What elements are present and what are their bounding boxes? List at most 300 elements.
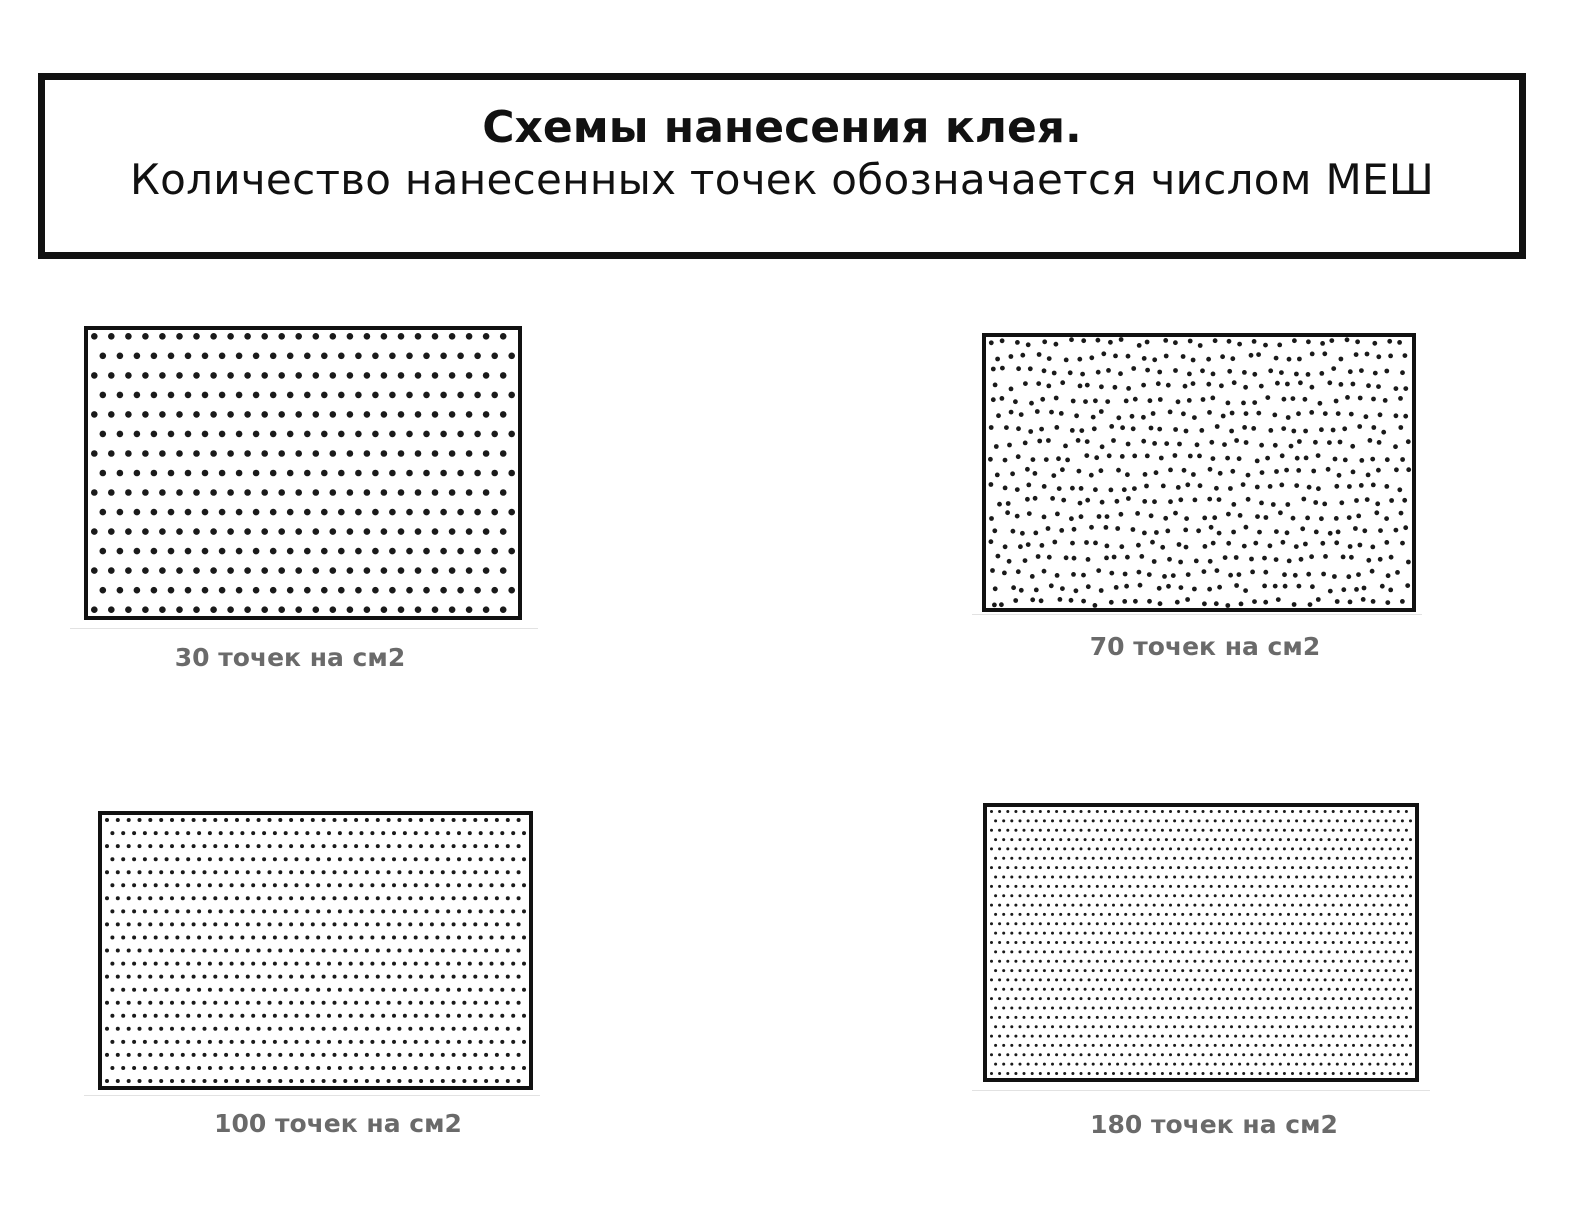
glue-dot: [1287, 857, 1290, 860]
glue-dot: [270, 587, 277, 594]
glue-dot: [1067, 969, 1070, 972]
glue-dot: [295, 857, 299, 861]
glue-dot: [1401, 857, 1404, 860]
glue-dot: [1254, 876, 1257, 879]
glue-dot: [1100, 1044, 1103, 1047]
glue-dot: [365, 1079, 369, 1083]
glue-dot: [415, 411, 422, 418]
glue-dot: [1143, 472, 1148, 477]
glue-dot: [1348, 885, 1351, 888]
glue-dot: [1141, 950, 1144, 953]
glue-dot: [1218, 471, 1223, 476]
glue-dot: [1405, 810, 1408, 813]
glue-dot: [1271, 1007, 1274, 1010]
glue-dot: [168, 470, 175, 477]
glue-dot: [1116, 876, 1119, 879]
glue-dot: [1161, 904, 1164, 907]
glue-dot: [1301, 497, 1306, 502]
glue-dot: [1208, 467, 1213, 472]
glue-dot: [1142, 499, 1147, 504]
glue-dot: [522, 883, 526, 887]
glue-dot: [996, 554, 1001, 559]
glue-dot: [186, 883, 190, 887]
glue-dot: [330, 489, 337, 496]
glue-dot: [1222, 1007, 1225, 1010]
glue-dot: [1006, 1053, 1009, 1056]
glue-dot: [1202, 866, 1205, 869]
glue-dot: [1036, 381, 1041, 386]
glue-dot: [316, 909, 320, 913]
glue-dot: [466, 606, 473, 613]
glue-dot: [1019, 950, 1022, 953]
glue-dot: [1075, 819, 1078, 822]
glue-dot: [1275, 829, 1278, 832]
glue-dot: [1214, 894, 1217, 897]
glue-dot: [994, 894, 997, 897]
glue-dot: [365, 1053, 369, 1057]
glue-dot: [1177, 847, 1180, 850]
glue-dot: [1185, 866, 1188, 869]
glue-dot: [490, 988, 494, 992]
glue-dot: [1059, 857, 1062, 860]
glue-dot: [392, 962, 396, 966]
glue-dot: [457, 962, 461, 966]
glue-dot: [176, 489, 183, 496]
glue-dot: [192, 949, 196, 953]
glue-dot: [1206, 857, 1209, 860]
glue-dot: [1020, 531, 1025, 536]
glue-dot: [1202, 516, 1207, 521]
glue-dot: [1027, 969, 1030, 972]
glue-dot: [1141, 1025, 1144, 1028]
glue-dot: [1071, 829, 1074, 832]
glue-dot: [1271, 819, 1274, 822]
glue-dot: [1124, 819, 1127, 822]
glue-dot: [1384, 516, 1389, 521]
glue-dot: [289, 1053, 293, 1057]
glue-dot: [197, 857, 201, 861]
glue-dot: [1409, 838, 1412, 841]
glue-dot: [1405, 1072, 1408, 1075]
glue-dot: [1191, 472, 1196, 477]
glue-dot: [1189, 988, 1192, 991]
glue-dot: [397, 818, 401, 822]
glue-dot: [1088, 1072, 1091, 1075]
glue-dot: [364, 411, 371, 418]
glue-dot: [1100, 500, 1105, 505]
glue-dot: [208, 909, 212, 913]
glue-dot: [1080, 997, 1083, 1000]
glue-dot: [1366, 383, 1371, 388]
glue-dot: [1160, 545, 1165, 550]
glue-dot: [1389, 847, 1392, 850]
glue-dot: [1254, 950, 1257, 953]
glue-dot: [1010, 950, 1013, 953]
glue-dot: [435, 1066, 439, 1070]
glue-dot: [1348, 1035, 1351, 1038]
glue-dot: [1055, 904, 1058, 907]
glue-dot: [490, 1066, 494, 1070]
glue-dot: [1109, 424, 1114, 429]
glue-dot: [1132, 486, 1137, 491]
glue-dot: [1320, 341, 1325, 346]
glue-dot: [1250, 1053, 1253, 1056]
glue-dot: [1315, 810, 1318, 813]
glue-dot: [517, 975, 521, 979]
glue-dot: [1377, 932, 1380, 935]
glue-dot: [1026, 483, 1031, 488]
glue-dot: [181, 844, 185, 848]
glue-dot: [423, 548, 430, 555]
glue-dot: [116, 1001, 120, 1005]
glue-dot: [1291, 941, 1294, 944]
glue-dot: [338, 353, 345, 360]
glue-dot: [1214, 857, 1217, 860]
glue-dot: [333, 1001, 337, 1005]
glue-dot: [1145, 997, 1148, 1000]
glue-dot: [1275, 960, 1278, 963]
glue-dot: [449, 489, 456, 496]
glue-dot: [1259, 501, 1264, 506]
glue-dot: [1198, 1025, 1201, 1028]
glue-dot: [1198, 913, 1201, 916]
glue-dot: [1220, 354, 1225, 359]
glue-dot: [522, 857, 526, 861]
glue-dot: [125, 411, 132, 418]
glue-dot: [372, 509, 379, 516]
glue-dot: [435, 1040, 439, 1044]
glue-dot: [1376, 354, 1381, 359]
glue-dot: [262, 936, 266, 940]
glue-dot: [474, 353, 481, 360]
glue-dot: [1161, 829, 1164, 832]
glue-dot: [125, 528, 132, 535]
glue-dot: [1132, 913, 1135, 916]
glue-dot: [244, 606, 251, 613]
glue-dot: [300, 922, 304, 926]
glue-dot: [1389, 978, 1392, 981]
glue-dot: [1023, 1035, 1026, 1038]
glue-dot: [1071, 810, 1074, 813]
glue-dot: [1368, 969, 1371, 972]
glue-dot: [138, 1053, 142, 1057]
glue-dot: [1096, 904, 1099, 907]
glue-dot: [1303, 1007, 1306, 1010]
glue-dot: [1309, 554, 1314, 559]
glue-dot: [1315, 1072, 1318, 1075]
glue-dot: [1043, 932, 1046, 935]
glue-dot: [1202, 960, 1205, 963]
glue-dot: [1137, 343, 1142, 348]
glue-dot: [127, 1053, 131, 1057]
glue-dot: [1263, 343, 1268, 348]
glue-dot: [1303, 819, 1306, 822]
glue-dot: [1031, 1016, 1034, 1019]
glue-dot: [138, 896, 142, 900]
glue-dot: [430, 870, 434, 874]
glue-dot: [1108, 1025, 1111, 1028]
glue-dot: [1403, 353, 1408, 358]
glue-dot: [278, 949, 282, 953]
glue-dot: [1327, 440, 1332, 445]
glue-dot: [1081, 573, 1086, 578]
glue-dot: [257, 818, 261, 822]
glue-dot: [1079, 428, 1084, 433]
glue-dot: [1314, 530, 1319, 535]
glue-dot: [1157, 1044, 1160, 1047]
glue-dot: [1151, 411, 1156, 416]
glue-dot: [1177, 1053, 1180, 1056]
glue-dot: [1181, 950, 1184, 953]
glue-dot: [262, 962, 266, 966]
glue-dot: [121, 936, 125, 940]
glue-dot: [484, 1027, 488, 1031]
glue-dot: [449, 333, 456, 340]
glue-dot: [1084, 1044, 1087, 1047]
glue-dot: [1348, 904, 1351, 907]
glue-dot: [491, 431, 498, 438]
glue-dot: [1332, 810, 1335, 813]
glue-dot: [1145, 829, 1148, 832]
glue-dot: [1089, 355, 1094, 360]
glue-dot: [1100, 1063, 1103, 1066]
glue-dot: [1006, 1072, 1009, 1075]
glue-dot: [423, 470, 430, 477]
glue-dot: [1320, 1063, 1323, 1066]
glue-dot: [1136, 866, 1139, 869]
glue-dot: [1120, 978, 1123, 981]
glue-dot: [1132, 1007, 1135, 1010]
glue-dot: [1372, 1016, 1375, 1019]
glue-dot: [1116, 932, 1119, 935]
glue-dot: [197, 831, 201, 835]
glue-dot: [1051, 1025, 1054, 1028]
glue-dot: [1149, 1025, 1152, 1028]
glue-dot: [466, 333, 473, 340]
glue-dot: [1067, 894, 1070, 897]
glue-dot: [457, 470, 464, 477]
glue-dot: [1311, 1007, 1314, 1010]
glue-dot: [105, 896, 109, 900]
glue-dot: [1299, 1016, 1302, 1019]
glue-dot: [1389, 1016, 1392, 1019]
glue-dot: [457, 883, 461, 887]
glue-dot: [1250, 978, 1253, 981]
glue-dot: [1336, 530, 1341, 535]
glue-dot: [1124, 584, 1129, 589]
glue-dot: [268, 922, 272, 926]
glue-dot: [1356, 1072, 1359, 1075]
glue-dot: [1084, 857, 1087, 860]
glue-dot: [1263, 988, 1266, 991]
glue-dot: [474, 587, 481, 594]
glue-dot: [1006, 978, 1009, 981]
glue-dot: [1211, 541, 1216, 546]
glue-dot: [1096, 997, 1099, 1000]
glue-dot: [517, 1079, 521, 1083]
divider-line: [84, 1095, 540, 1096]
glue-dot: [381, 857, 385, 861]
glue-dot: [1003, 486, 1008, 491]
glue-dot: [1377, 857, 1380, 860]
glue-dot: [1086, 557, 1091, 562]
glue-dot: [1078, 384, 1083, 389]
glue-dot: [1119, 337, 1124, 342]
glue-dot: [425, 883, 429, 887]
glue-dot: [1002, 932, 1005, 935]
glue-dot: [1299, 1072, 1302, 1075]
glue-dot: [1364, 885, 1367, 888]
glue-dot: [246, 896, 250, 900]
glue-dot: [1108, 838, 1111, 841]
glue-dot: [1336, 988, 1339, 991]
glue-dot: [457, 353, 464, 360]
glue-dot: [333, 1027, 337, 1031]
glue-dot: [1287, 913, 1290, 916]
glue-dot: [1181, 969, 1184, 972]
glue-dot: [1364, 810, 1367, 813]
glue-dot: [495, 1027, 499, 1031]
glue-dot: [1299, 847, 1302, 850]
glue-dot: [1336, 894, 1339, 897]
glue-dot: [1124, 913, 1127, 916]
glue-dot: [468, 857, 472, 861]
glue-dot: [500, 1066, 504, 1070]
glue-dot: [1405, 866, 1408, 869]
glue-dot: [1409, 950, 1412, 953]
glue-dot: [1213, 338, 1218, 343]
glue-dot: [355, 353, 362, 360]
glue-dot: [1010, 969, 1013, 972]
glue-dot: [1238, 857, 1241, 860]
glue-dot: [343, 1079, 347, 1083]
glue-dot: [500, 988, 504, 992]
glue-dot: [1116, 415, 1121, 420]
glue-dot: [1026, 342, 1031, 347]
glue-dot: [142, 411, 149, 418]
glue-dot: [1179, 585, 1184, 590]
glue-dot: [304, 470, 311, 477]
glue-dot: [495, 949, 499, 953]
glue-dot: [1324, 1035, 1327, 1038]
glue-dot: [213, 1027, 217, 1031]
glue-dot: [1377, 913, 1380, 916]
glue-dot: [1185, 829, 1188, 832]
glue-dot: [1177, 810, 1180, 813]
glue-dot: [1242, 922, 1245, 925]
glue-dot: [1187, 372, 1192, 377]
glue-dot: [500, 936, 504, 940]
glue-dot: [1218, 847, 1221, 850]
glue-dot: [175, 857, 179, 861]
glue-dot: [1039, 941, 1042, 944]
glue-dot: [110, 909, 114, 913]
glue-dot: [1246, 1007, 1249, 1010]
glue-dot: [197, 988, 201, 992]
glue-dot: [1189, 1044, 1192, 1047]
glue-dot: [452, 870, 456, 874]
glue-dot: [1409, 1044, 1412, 1047]
glue-dot: [1161, 978, 1164, 981]
glue-dot: [1079, 514, 1084, 519]
glue-dot: [490, 936, 494, 940]
glue-dot: [186, 1014, 190, 1018]
glue-dot: [300, 975, 304, 979]
glue-dot: [483, 333, 490, 340]
glue-dot: [1173, 1025, 1176, 1028]
glue-dot: [349, 909, 353, 913]
glue-dot: [1372, 1035, 1375, 1038]
glue-dot: [1267, 1053, 1270, 1056]
glue-dot: [440, 548, 447, 555]
glue-dot: [338, 509, 345, 516]
glue-dot: [495, 818, 499, 822]
glue-dot: [322, 949, 326, 953]
glue-dot: [1344, 950, 1347, 953]
glue-dot: [1295, 932, 1298, 935]
glue-dot: [1263, 876, 1266, 879]
glue-dot: [165, 1066, 169, 1070]
glue-dot: [235, 1053, 239, 1057]
glue-dot: [1132, 454, 1137, 459]
glue-dot: [257, 1001, 261, 1005]
glue-dot: [165, 988, 169, 992]
glue-dot: [1014, 1053, 1017, 1056]
glue-dot: [1393, 1025, 1396, 1028]
glue-dot: [360, 909, 364, 913]
glue-dot: [236, 587, 243, 594]
glue-dot: [1031, 847, 1034, 850]
glue-dot: [440, 353, 447, 360]
glue-dot: [1132, 950, 1135, 953]
glue-dot: [1242, 1016, 1245, 1019]
glue-dot: [403, 936, 407, 940]
glue-dot: [295, 936, 299, 940]
glue-dot: [181, 896, 185, 900]
glue-dot: [1303, 876, 1306, 879]
glue-dot: [360, 831, 364, 835]
glue-dot: [1006, 829, 1009, 832]
glue-dot: [1080, 1053, 1083, 1056]
glue-dot: [365, 1027, 369, 1031]
glue-dot: [500, 528, 507, 535]
glue-dot: [457, 936, 461, 940]
glue-dot: [423, 392, 430, 399]
glue-dot: [1255, 485, 1260, 490]
glue-dot: [1315, 885, 1318, 888]
glue-dot: [1084, 932, 1087, 935]
glue-dot: [1105, 514, 1110, 519]
glue-dot: [1365, 497, 1370, 502]
glue-dot: [1275, 1053, 1278, 1056]
glue-dot: [1381, 904, 1384, 907]
glue-dot: [994, 969, 997, 972]
glue-dot: [261, 567, 268, 574]
glue-dot: [1218, 810, 1221, 813]
glue-dot: [372, 470, 379, 477]
glue-dot: [360, 1066, 364, 1070]
glue-dot: [1019, 819, 1022, 822]
glue-dot: [430, 818, 434, 822]
glue-dot: [449, 411, 456, 418]
glue-dot: [1311, 819, 1314, 822]
glue-dot: [1019, 913, 1022, 916]
glue-dot: [1116, 988, 1119, 991]
glue-dot: [1124, 838, 1127, 841]
glue-dot: [1161, 941, 1164, 944]
glue-dot: [132, 1066, 136, 1070]
glue-dot: [474, 470, 481, 477]
